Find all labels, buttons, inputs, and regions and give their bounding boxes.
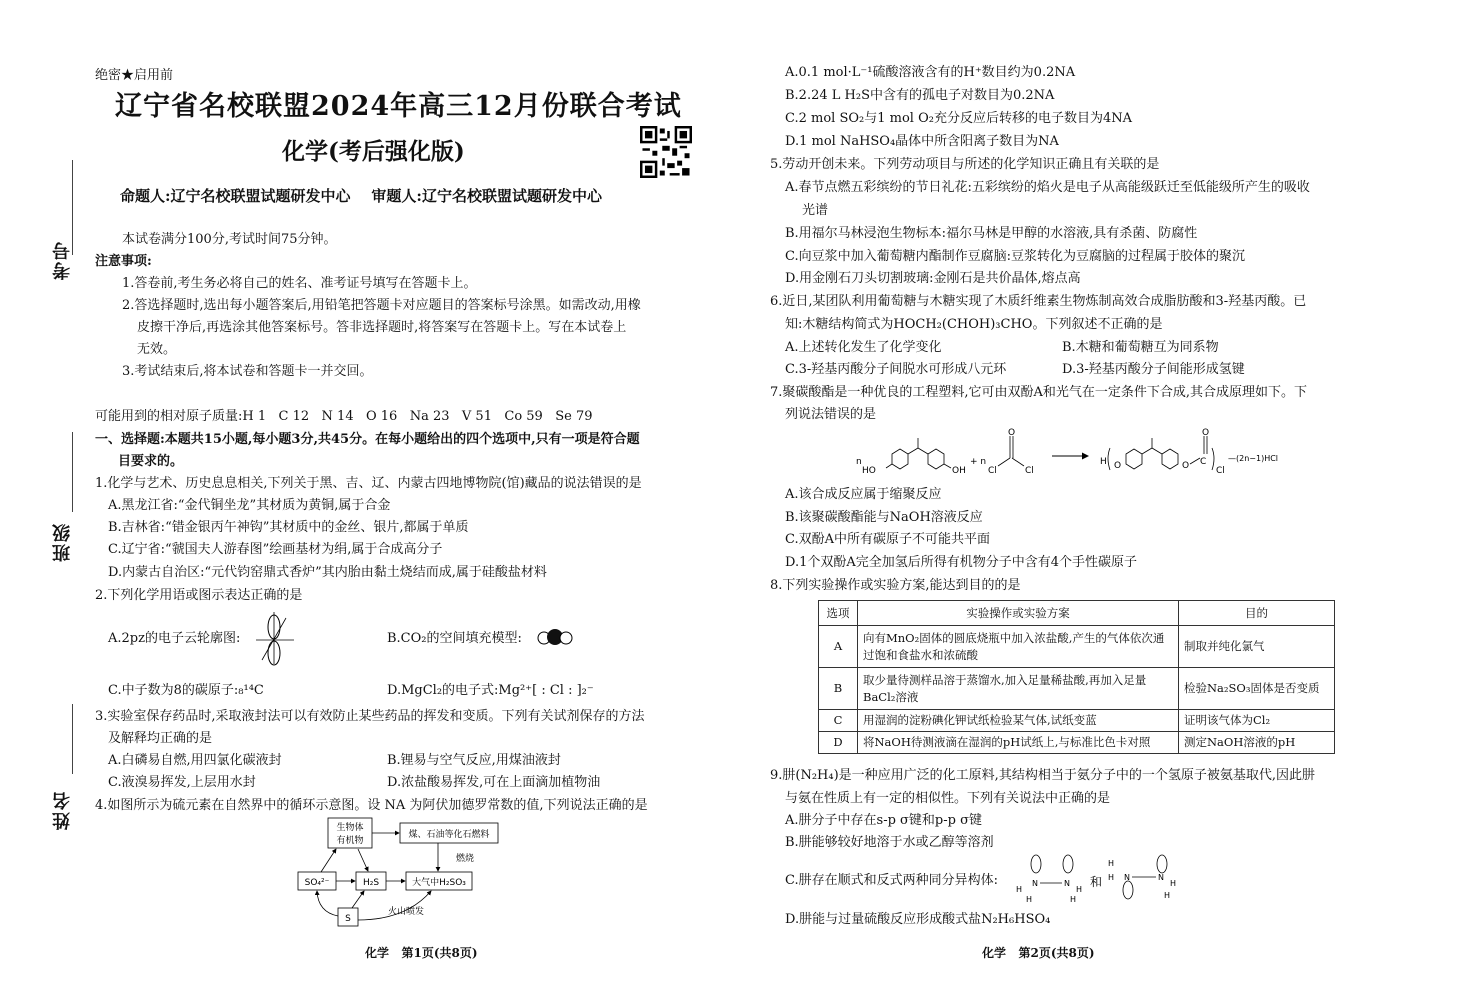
q6-stem: 6.近日,某团队利用葡萄糖与木糖实现了木质纤维素生物炼制高效合成脂肪酸和3-羟基丙酸。已: [770, 294, 1307, 309]
row-operation: 取少量待测样品溶于蒸馏水,加入足量稀盐酸,再加入足量BaCl₂溶液: [858, 668, 1179, 710]
air-label: 大气中H₂SO₃: [412, 878, 466, 888]
section-1-heading-cont: 目要求的。: [118, 454, 184, 469]
orbital-2pz-icon: [252, 610, 298, 666]
score-time: 本试卷满分100分,考试时间75分钟。: [122, 232, 337, 247]
q1-option-b: B.吉林省:“错金银丙午神钩”其材质中的金丝、银片,都属于单质: [108, 520, 469, 535]
s-label: S: [345, 914, 351, 924]
row-aim: 检验Na₂SO₃固体是否变质: [1179, 668, 1335, 710]
hz-h-6: H: [1108, 873, 1115, 882]
hz-n-4: N: [1158, 873, 1164, 882]
eq-h: H: [1100, 457, 1107, 467]
hz-n-3: N: [1124, 873, 1130, 882]
section-1-heading: 一、选择题:本题共15小题,每小题3分,共45分。在每小题给出的四个选项中,只有一项是符合题: [95, 432, 640, 447]
q2-stem: 2.下列化学用语或图示表达正确的是: [95, 588, 303, 603]
q5-option-d: D.用金刚石刀头切割玻璃:金刚石是共价晶体,熔点高: [785, 271, 1081, 286]
hz-h-3: H: [1076, 885, 1083, 894]
hz-n-1: N: [1032, 879, 1038, 888]
hz-h-7: H: [1170, 879, 1177, 888]
volcano-label: 火山喷发: [388, 907, 425, 917]
q6-stem-cont: 知:木糖结构简式为HOCH₂(CHOH)₃CHO。下列叙述不正确的是: [785, 317, 1163, 332]
q9-option-c: C.肼存在顺式和反式两种同分异构体:: [785, 873, 998, 888]
q1-stem: 1.化学与艺术、历史息息相关,下列关于黑、吉、辽、内蒙古四地博物院(馆)藏品的说法错误的是: [95, 476, 642, 491]
eq-o-3: O: [1182, 461, 1190, 471]
eq-oh: OH: [952, 466, 966, 476]
q7-option-d: D.1个双酚A完全加氢后所得有机物分子中含有4个手性碳原子: [785, 555, 1138, 570]
q6-option-a: A.上述转化发生了化学变化: [785, 340, 942, 355]
atomic-mass: 可能用到的相对原子质量:H 1 C 12 N 14 O 16 Na 23 V 51 Co 59 Se 79: [95, 409, 593, 424]
hz-h-8: H: [1164, 891, 1171, 900]
table-row: [819, 732, 1335, 754]
q4-option-c: C.2 mol SO₂与1 mol O₂充分反应后转移的电子数目为4NA: [785, 111, 1132, 126]
hz-h-4: H: [1070, 895, 1077, 904]
q3-option-b: B.锂易与空气反应,用煤油液封: [387, 753, 561, 768]
q2-option-c: C.中子数为8的碳原子:₈¹⁴C: [108, 683, 264, 698]
eq-tail: —(2n−1)HCl: [1228, 454, 1279, 463]
q7-option-a: A.该合成反应属于缩聚反应: [785, 487, 942, 502]
notice-2: 2.答选择题时,选出每小题答案后,用铅笔把答题卡对应题目的答案标号涂黑。如需改动,用橡: [122, 298, 641, 313]
table-header-row: [819, 601, 1335, 626]
q7-option-b: B.该聚碳酸酯能与NaOH溶液反应: [785, 510, 983, 525]
co2-model-icon: [535, 626, 575, 648]
q5-option-a-cont: 光谱: [802, 203, 829, 218]
q5-option-a: A.春节点燃五彩缤纷的节日礼花:五彩缤纷的焰火是电子从高能级跃迁至低能级所产生的吸收: [785, 180, 1310, 195]
q3-stem-cont: 及解释均正确的是: [108, 731, 213, 746]
row-operation: 用湿润的淀粉碘化钾试纸检验某气体,试纸变蓝: [858, 710, 1179, 732]
q6-option-b: B.木糖和葡萄糖互为同系物: [1062, 340, 1219, 355]
so4-label: SO₄²⁻: [304, 878, 330, 888]
binding-line-low: [72, 704, 73, 774]
q9-option-a: A.肼分子中存在s-p σ键和p-p σ键: [785, 813, 982, 828]
eq-ho: HO: [862, 466, 876, 476]
q1-option-d: D.内蒙古自治区:“元代钧窑鼎式香炉”其内胎由黏土烧结而成,属于硅酸盐材料: [108, 565, 547, 580]
hz-and: 和: [1090, 875, 1103, 889]
bio-label: 生物体: [336, 823, 364, 833]
eq-cl-2: Cl: [1025, 466, 1034, 476]
q4-option-a: A.0.1 mol·L⁻¹硫酸溶液含有的H⁺数目约为0.2NA: [785, 65, 1076, 80]
binding-class: 班级: [52, 522, 73, 562]
exam-subtitle: 化学(考后强化版): [282, 138, 465, 165]
q5-option-b: B.用福尔马林浸泡生物标本:福尔马林是甲醇的水溶液,具有杀菌、防腐性: [785, 226, 1198, 241]
binding-name: 姓名: [52, 790, 73, 830]
row-option: A: [819, 626, 858, 668]
notice-2-end: 无效。: [137, 342, 177, 357]
q7-stem-cont: 列说法错误的是: [785, 407, 877, 422]
table-row: [819, 710, 1335, 732]
notice-3: 3.考试结束后,将本试卷和答题卡一并交回。: [122, 364, 373, 379]
footer-right: 化学 第2页(共8页): [982, 946, 1095, 960]
eq-n1: n: [856, 457, 862, 467]
notice-1: 1.答卷前,考生务必将自己的姓名、准考证号填写在答题卡上。: [122, 276, 477, 291]
q5-option-c: C.向豆浆中加入葡萄糖内酯制作豆腐脑:豆浆转化为豆腐脑的过程属于胶体的聚沉: [785, 249, 1245, 264]
row-aim: 制取并纯化氯气: [1179, 626, 1335, 668]
q9-stem: 9.肼(N₂H₄)是一种应用广泛的化工原料,其结构相当于氨分子中的一个氢原子被氨基取代,因此肼: [770, 768, 1315, 783]
q7-option-c: C.双酚A中所有碳原子不可能共平面: [785, 532, 991, 547]
header-operation: 实验操作或实验方案: [858, 601, 1179, 626]
notice-title: 注意事项:: [95, 254, 152, 269]
q9-option-b: B.肼能够较好地溶于水或乙醇等溶剂: [785, 835, 994, 850]
hz-h-2: H: [1026, 895, 1033, 904]
row-aim: 证明该气体为Cl₂: [1179, 710, 1335, 732]
eq-cl-1: Cl: [988, 466, 997, 476]
row-operation: 将NaOH待测液滴在湿润的pH试纸上,与标准比色卡对照: [858, 732, 1179, 754]
q9-stem-cont: 与氨在性质上有一定的相似性。下列有关说法中正确的是: [785, 791, 1111, 806]
authors-line: 命题人:辽宁名校联盟试题研发中心 审题人:辽宁名校联盟试题研发中心: [120, 187, 602, 205]
notice-2-cont: 皮擦干净后,再选涂其他答案标号。答非选择题时,将答案写在答题卡上。写在本试卷上: [137, 320, 627, 335]
q9-option-d: D.肼能与过量硫酸反应形成酸式盐N₂H₆HSO₄: [785, 912, 1051, 927]
bio-label-2: 有机物: [336, 836, 364, 846]
binding-exam-no: 考号: [52, 240, 73, 280]
hz-n-2: N: [1064, 879, 1070, 888]
q2-option-a: A.2pz的电子云轮廓图:: [108, 631, 241, 646]
q4-option-d: D.1 mol NaHSO₄晶体中所含阳离子数目为NA: [785, 134, 1059, 149]
eq-cl-3: Cl: [1216, 466, 1225, 476]
q2-option-d: D.MgCl₂的电子式:Mg²⁺[ : Cl : ]₂⁻: [387, 683, 594, 698]
secret-mark: 绝密★启用前: [95, 68, 174, 83]
hz-h-1: H: [1016, 885, 1023, 894]
hydrazine-isomers-diagram: [1010, 850, 1190, 910]
header-aim: 目的: [1179, 601, 1335, 626]
q3-stem: 3.实验室保存药品时,采取液封法可以有效防止某些药品的挥发和变质。下列有关试剂保存的方法: [95, 709, 645, 724]
row-operation: 向有MnO₂固体的圆底烧瓶中加入浓盐酸,产生的气体依次通过饱和食盐水和浓硫酸: [858, 626, 1179, 668]
q1-option-a: A.黑龙江省:“金代铜坐龙”其材质为黄铜,属于合金: [108, 498, 391, 513]
q3-option-a: A.白磷易自燃,用四氯化碳液封: [108, 753, 282, 768]
q5-stem: 5.劳动开创未来。下列劳动项目与所述的化学知识正确且有关联的是: [770, 157, 1160, 172]
q8-stem: 8.下列实验操作或实验方案,能达到目的的是: [770, 578, 1021, 593]
row-option: B: [819, 668, 858, 710]
row-option: D: [819, 732, 858, 754]
table-row: [819, 626, 1335, 668]
fuel-label: 煤、石油等化石燃料: [408, 830, 490, 840]
q3-option-d: D.浓盐酸易挥发,可在上面滴加植物油: [387, 775, 601, 790]
eq-c: C: [1200, 457, 1207, 467]
header-option: 选项: [819, 601, 858, 626]
hz-h-5: H: [1108, 859, 1115, 868]
sulfur-cycle-diagram: [296, 816, 506, 928]
table-row: [819, 668, 1335, 710]
binding-line-mid: [72, 432, 73, 512]
row-aim: 测定NaOH溶液的pH: [1179, 732, 1335, 754]
q2-option-b: B.CO₂的空间填充模型:: [387, 631, 522, 646]
eq-o-2: O: [1114, 461, 1122, 471]
eq-o-1: O: [1008, 428, 1016, 438]
exam-title: 辽宁省名校联盟2024年高三12月份联合考试: [115, 91, 682, 122]
q8-experiment-table: [818, 600, 1335, 754]
h2s-label: H₂S: [362, 878, 380, 888]
footer-left: 化学 第1页(共8页): [365, 946, 478, 960]
eq-n2: + n: [970, 457, 987, 467]
q6-option-c: C.3-羟基丙酸分子间脱水可形成八元环: [785, 362, 1007, 377]
polycarbonate-equation: [852, 426, 1302, 482]
q4-option-b: B.2.24 L H₂S中含有的孤电子对数目为0.2NA: [785, 88, 1055, 103]
q3-option-c: C.液溴易挥发,上层用水封: [108, 775, 256, 790]
q7-stem: 7.聚碳酸酯是一种优良的工程塑料,它可由双酚A和光气在一定条件下合成,其合成原理如下。下: [770, 385, 1308, 400]
burn-label: 燃烧: [456, 854, 475, 864]
q4-stem: 4.如图所示为硫元素在自然界中的循环示意图。设 NA 为阿伏加德罗常数的值,下列说法正确的是: [95, 798, 648, 813]
q6-option-d: D.3-羟基丙酸分子间能形成氢键: [1062, 362, 1245, 377]
q1-option-c: C.辽宁省:“虢国夫人游春图”绘画基材为绢,属于合成高分子: [108, 542, 443, 557]
qr-code-icon: [640, 126, 692, 178]
eq-o-4: O: [1202, 428, 1210, 438]
row-option: C: [819, 710, 858, 732]
